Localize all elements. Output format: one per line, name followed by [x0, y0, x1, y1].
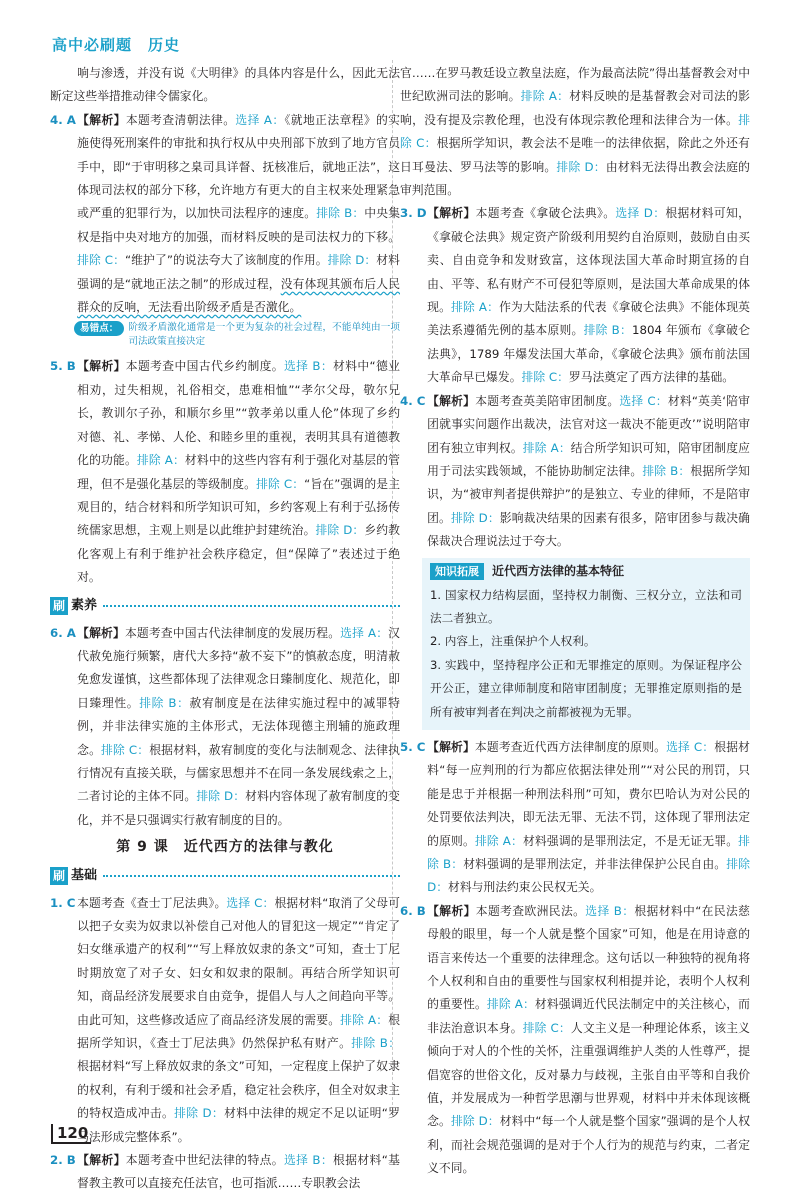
answer-text: 罗马法奠定了西方法律的基础。 — [568, 370, 735, 385]
choice-highlight: 排除 A： — [474, 833, 523, 848]
choice-highlight: 排除 A： — [522, 440, 571, 455]
answer-text: 材料强调的是罪刑法定，并非法律保护公民自由。 — [463, 857, 727, 871]
choice-highlight: 选择 A： — [340, 625, 389, 640]
answer-text: 材料中“每一个人就是整个国家”强调的是个人权利，而社会规范强调的是对于个人行为的规范与约束，二者定义不同。 — [427, 1114, 750, 1176]
answer-text: 根据材料，赦宥制度的变化与法制观念、法律执行情况有直接关联，与儒家思想并不在同一条发展线索之上，二者讨论的主体不同。 — [77, 742, 400, 804]
analysis-tag: 【解析】 — [427, 393, 476, 408]
choice-highlight: 排除 C： — [256, 476, 305, 491]
answer-text: 根据所学知识，教会法不是唯一的法律依据，除此之外还有日耳曼法、罗马法等的影响。 — [400, 136, 750, 174]
answer-text: 材料强调近代民法制定中的关注核心，而非法治意识本身。 — [427, 997, 750, 1035]
answer-text: 根据材料“取消了父母可以把子女卖为奴隶以补偿自己对他人的冒犯这一规定”“肯定了妇女继承遗产的权利”“写上释放奴隶的条文”可知，查士丁尼时期放宽了对子女、妇女和奴隶的限制。再结合所学知识可知，商品经济发展要求自由竞争，提倡人与人之间趋向平等。由此可知，这些修改适应了商品经济发展的需要。 — [77, 895, 400, 1027]
answer-text: 根据所学知识，为“被审判者提供辩护”的是独立、专业的律师，不是陪审团。 — [427, 463, 750, 525]
answer-2b — [50, 1149, 400, 1196]
right-column — [400, 62, 750, 1181]
box-item: 1. 国家权力结构层面，坚持权力制衡、三权分立，立法和司法二者独立。 — [430, 587, 742, 625]
answer-text: 材料与刑法约束公民权无关。 — [448, 880, 602, 895]
choice-highlight: 排除 C： — [522, 1020, 571, 1035]
answer-text: 本题考查中国古代乡约制度。 — [125, 359, 284, 374]
answer-text: 本题考查英美陪审团制度。 — [475, 393, 620, 408]
choice-highlight: 排除 A： — [136, 453, 185, 468]
choice-highlight: 排除 A： — [520, 89, 570, 104]
left-column — [50, 62, 400, 1196]
choice-highlight: 选择 C： — [666, 739, 715, 754]
choice-highlight: 排除 C： — [521, 370, 569, 385]
choice-highlight: 排除 B： — [139, 695, 190, 710]
answer-4a — [50, 109, 400, 320]
choice-highlight: 排除 D： — [315, 523, 365, 538]
answer-text: 根据材料中“在民法慈母般的眼里，每一个人就是整个国家”可知，他是在用诗意的语言来传达一个重要的法律理念。这句话以一种独特的视角将个人权利和自由的重要性与国家权利相提并论，表明个人权利的重要性。 — [427, 903, 750, 1012]
choice-highlight: 排除 B： — [351, 1036, 400, 1051]
choice-highlight: 排除 D： — [174, 1106, 225, 1121]
tip-text: 阶级矛盾激化通常是一个更为复杂的社会过程，不能单纯由一项司法政策直接决定 — [128, 322, 400, 348]
answer-text: 根据材料可知，《拿破仑法典》规定资产阶级利用契约自治原则，鼓励自由买卖、自由竞争和发财致富，这体现法国大革命时期宣扬的自由、平等、私有财产不可侵犯等原则，是法国大革命成果的体现。 — [427, 206, 750, 315]
choice-highlight: 排除 A： — [451, 300, 500, 315]
answer-text: 根据所学知识，《查士丁尼法典》仍然保护私有财产。 — [77, 1012, 400, 1051]
answer-text: 材料强调的是罪刑法定，不是无证无罪。 — [522, 833, 739, 848]
answer-text: 材料“英美‘陪审团就事实问题作出裁决，法官对这一裁决不能更改’”说明陪审团有独立审判权。 — [427, 393, 750, 455]
choice-highlight: 选择 B： — [585, 903, 635, 918]
answer-text: 汉代赦免施行频繁，唐代大多持“赦不妄下”的慎赦态度，明清赦免愈发谨慎，这些都体现了法律观念日臻制度化、规范化，即日臻理性。 — [77, 625, 400, 710]
section-badge: 刷 — [50, 867, 68, 885]
answer-number: 3. D — [400, 206, 427, 221]
choice-highlight: 排除 B： — [642, 463, 691, 478]
section-dotted-line — [103, 875, 400, 877]
box-badge: 知识拓展 — [430, 563, 484, 580]
analysis-tag: 【解析】 — [77, 625, 125, 640]
answer-text: 本题考查中国古代法律制度的发展历程。 — [124, 625, 341, 640]
answer-text: 《就地正法章程》的实施使得死刑案件的审批和执行权从中央刑部下放到了地方官员手中，即“于审明移之臬司具详督、抚核准后，就地正法”，这体现司法权的部分下移，允许地方有更大的自主权来处理紧急或严重的犯罪行为，以加快司法程序的速度。 — [77, 112, 400, 221]
answer-3d — [400, 202, 750, 389]
choice-highlight: 选择 B： — [283, 1153, 334, 1168]
answer-5b — [50, 355, 400, 589]
answer-text: 本题考查清朝法律。 — [125, 112, 236, 127]
answer-5c — [400, 736, 750, 900]
answer-text: “旨在”强调的是主观目的，结合材料和所学知识可知，乡约客观上有利于弘扬传统儒家思想，主观上则是以此维护封建统治。 — [77, 476, 400, 538]
wavy-underlined-text: 没有体现其颁布后人民群众的反响，无法看出阶级矛盾是否激化。 — [77, 276, 400, 315]
answer-text: 由材料无法得出教会法庭的审判范围。 — [400, 159, 750, 198]
choice-highlight: 排除 D： — [450, 510, 500, 525]
analysis-tag: 【解析】 — [77, 359, 126, 374]
answer-text: 官……在罗马教廷设立教皇法庭，作为最高法院”得出基督教会对中世纪欧洲司法的影响。 — [400, 66, 750, 104]
box-item: 3. 实践中，坚持程序公正和无罪推定的原则。为保证程序公开公正，建立律师制度和陪审团制度；无罪推定原则指的是所有被审判者在判决之前都被视为无罪。 — [430, 657, 742, 719]
right-continuation — [400, 62, 750, 202]
analysis-tag: 【解析】 — [427, 903, 476, 918]
lesson-title: 第 9 课 近代西方的法律与教化 — [116, 839, 334, 856]
answer-4c — [400, 390, 750, 554]
answer-number: 5. C — [400, 739, 426, 754]
answer-number: 6. A — [50, 625, 76, 640]
answer-text: 根据材料“基督教主教可以直接充任法官，也可指派……专职教会法 — [77, 1153, 400, 1191]
choice-highlight: 排除 D： — [427, 857, 750, 895]
answer-text: 根据材料“每一应判刑的行为都应依据法律处刑”“对公民的刑罚，只能是忠于并根据一种刑法科刑”可知，费尔巴哈认为对公民的处罚要依法判决，即无法无罪、无法不罚，这体现了罪刑法定的原则。 — [427, 739, 750, 848]
answer-text: 本题考查《拿破仑法典》。 — [475, 206, 616, 221]
choice-highlight: 排除 A： — [340, 1012, 389, 1027]
answer-text: 影响裁决结果的因素有很多，陪审团参与裁决确保裁决合理说法过于夸大。 — [427, 510, 750, 549]
answer-6a — [50, 622, 400, 833]
answer-text: “维护了”的说法夸大了该制度的作用。 — [124, 253, 328, 268]
choice-highlight: 排除 B： — [427, 833, 750, 871]
answer-text: 赦宥制度是在法律实施过程中的减罪特例，并非法律实施的主体形式，无法体现德主刑辅的施政理念。 — [77, 695, 400, 757]
box-title: 近代西方法律的基本特征 — [492, 563, 625, 578]
answer-text: 人文主义是一种理论体系，该主义倾向于对人的个性的关怀，注重强调维护人类的人性尊严，提倡宽容的世俗文化，反对暴力与歧视，主张自由平等和自我价值，并发展成为一种哲学思潮与世界观，材料中并未体现该概念。 — [427, 1020, 750, 1129]
section-jichu — [50, 864, 400, 888]
answer-1c — [50, 892, 400, 1149]
choice-highlight: 排除 A： — [486, 997, 535, 1012]
choice-highlight: 选择 C： — [226, 895, 275, 910]
answer-text: 中央集权是指中央对地方的加强，而材料反映的是司法权力的下移。 — [77, 206, 400, 244]
choice-highlight: 排除 C： — [400, 112, 750, 151]
answer-text: 本题考查近代西方法律制度的原则。 — [474, 739, 667, 754]
choice-highlight: 排除 D： — [556, 159, 606, 174]
knowledge-expansion-box — [422, 558, 750, 730]
answer-number: 4. A — [50, 112, 76, 127]
answer-text: 根据材料“写上释放奴隶的条文”可知，一定程度上保护了奴隶的权利，有利于缓和社会矛盾，稳定社会秩序，但全对奴隶主的特权造成冲击。 — [77, 1059, 400, 1121]
section-dotted-line — [103, 605, 400, 607]
answer-text: 本题考查中世纪法律的特点。 — [125, 1153, 284, 1168]
answer-text: 作为大陆法系的代表《拿破仑法典》不能体现英美法系遵循先例的基本原则。 — [427, 300, 750, 338]
choice-highlight: 选择 A： — [235, 112, 285, 127]
analysis-tag: 【解析】 — [427, 739, 475, 754]
choice-highlight: 排除 D： — [196, 789, 246, 804]
box-header — [430, 560, 742, 584]
answer-number: 6. B — [400, 903, 426, 918]
choice-highlight: 排除 B： — [583, 323, 632, 338]
choice-highlight: 排除 B： — [316, 206, 365, 221]
section-label: 素养 — [71, 597, 98, 613]
answer-text: 结合所学知识可知，陪审团制度应用于司法实践领域，不能协助制定法律。 — [427, 440, 750, 478]
answer-text: 材料中法律的规定不足以证明“罗马法形成完整体系”。 — [77, 1106, 400, 1144]
analysis-tag: 【解析】 — [77, 1153, 126, 1168]
answer-number: 2. B — [50, 1153, 76, 1168]
choice-highlight: 选择 C： — [619, 393, 668, 408]
choice-highlight: 排除 C： — [101, 742, 150, 757]
section-badge: 刷 — [50, 597, 68, 615]
choice-highlight: 选择 B： — [283, 359, 334, 374]
answer-text: 乡约教化客观上有利于维护社会秩序稳定，但“保障了”表述过于绝对。 — [77, 523, 400, 585]
answer-text: 材料强调的是“就地正法之制”的形成过程， — [77, 253, 400, 291]
answer-text: 材料中“德业相劝，过失相规，礼俗相交，患难相恤”“孝尔父母，敬尔兄长，教训尔子孙，和顺尔乡里”“敦孝弟以重人伦”体现了乡约对德、礼、孝悌、人伦、和睦乡里的重视，表明其具有道德教化的功能。 — [77, 359, 400, 468]
answer-text: 本题考查欧洲民法。 — [475, 903, 586, 918]
answer-text: 材料中的这些内容有利于强化对基层的管理，但不是强化基层的等级制度。 — [77, 453, 400, 491]
analysis-tag: 【解析】 — [427, 206, 476, 221]
header-title: 高中必刷题 历史 — [52, 36, 181, 54]
error-tip — [74, 321, 400, 349]
answer-text: 1804 年颁布《拿破仑法典》，1789 年爆发法国大革命，《拿破仑法典》颁布前法国大革命早已爆发。 — [427, 323, 750, 385]
choice-highlight: 选择 D： — [615, 206, 666, 221]
answer-text: 本题考查《查士丁尼法典》。 — [77, 895, 227, 910]
answer-6b — [400, 900, 750, 1181]
page-number: 120 — [51, 1124, 91, 1144]
choice-highlight: 排除 D： — [327, 253, 377, 268]
answer-text: 材料内容体现了赦宥制度的变化，并不是只强调实行赦宥制度的目的。 — [77, 789, 400, 827]
choice-highlight: 排除 D： — [450, 1114, 500, 1129]
left-continuation: 响与渗透，并没有说《大明律》的具体内容是什么，因此无法断定这些举措推动律令儒家化。 — [50, 66, 400, 104]
answer-number: 4. C — [400, 393, 426, 408]
section-suyang — [50, 594, 400, 618]
analysis-tag: 【解析】 — [77, 112, 126, 127]
section-label: 基础 — [71, 867, 98, 883]
answer-number: 5. B — [50, 359, 76, 374]
tip-label: 易错点： — [74, 321, 124, 336]
box-item: 2. 内容上，注重保护个人权利。 — [430, 634, 596, 649]
answer-number: 1. C — [50, 895, 76, 910]
choice-highlight: 排除 C： — [77, 253, 125, 268]
answer-text: 材料反映的是基督教会对司法的影响，没有提及宗教伦理，也没有体现宗教伦理和法律合为一体。 — [400, 89, 750, 127]
